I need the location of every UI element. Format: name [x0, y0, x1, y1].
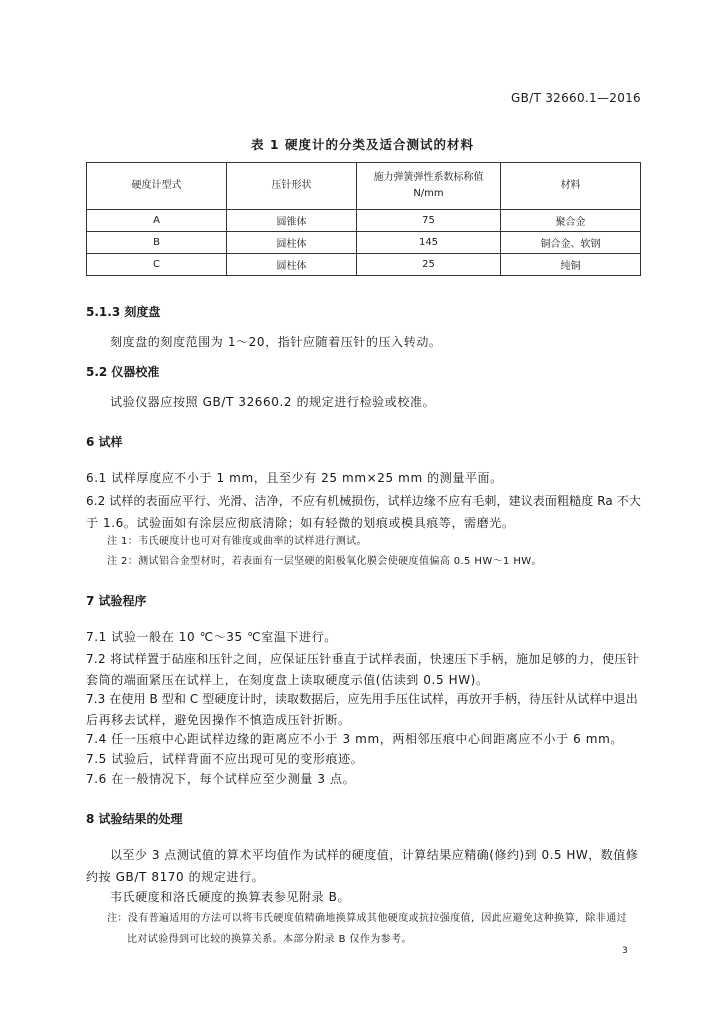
- table-header-cell: 压针形状: [227, 163, 357, 210]
- table-cell: 75: [357, 210, 501, 232]
- table-cell: A: [87, 210, 227, 232]
- paragraph: 于 1.6。试验面如有涂层应彻底清除；如有轻微的划痕或模具痕等，需磨光。: [86, 516, 515, 530]
- table-header-cell: [357, 163, 501, 210]
- note: 注 1：韦氏硬度计也可对有锥度或曲率的试样进行测试。: [107, 536, 367, 547]
- table-caption: 表 1 硬度计的分类及适合测试的材料: [251, 137, 474, 152]
- table-header-row: [87, 163, 641, 210]
- paragraph: 刻度盘的刻度范围为 1～20，指针应随着压针的压入转动。: [110, 335, 442, 349]
- paragraph: 7.3 在使用 B 型和 C 型硬度计时，读取数据后，应先用手压住试样，再放开手柄，待压针从试样中退出: [86, 692, 638, 706]
- table-row: [87, 232, 641, 254]
- paragraph: 套筒的端面紧压在试样上，在刻度盘上读取硬度示值(估读到 0.5 HW)。: [86, 673, 489, 687]
- table-cell: 25: [357, 254, 501, 276]
- section-heading-8: 8 试验结果的处理: [86, 812, 183, 826]
- table-cell: 圆柱体: [227, 254, 357, 276]
- paragraph: 7.5 试验后，试样背面不应出现可见的变形痕迹。: [86, 752, 364, 766]
- note: 注 2：测试铝合金型材时，若表面有一层坚硬的阳极氧化膜会使硬度值偏高 0.5 HW～1 HW。: [107, 556, 542, 567]
- paragraph: 后再移去试样，避免因操作不慎造成压针折断。: [86, 713, 351, 727]
- standard-number: GB/T 32660.1—2016: [511, 91, 641, 105]
- paragraph: 7.1 试验一般在 10 ℃～35 ℃室温下进行。: [86, 630, 337, 644]
- table-cell: 圆锥体: [227, 210, 357, 232]
- paragraph: 以至少 3 点测试值的算术平均值作为试样的硬度值，计算结果应精确(修约)到 0.5 HW，数值修: [110, 848, 639, 862]
- section-heading-7: 7 试验程序: [86, 594, 147, 608]
- table-cell: 聚合金: [501, 210, 641, 232]
- table-cell: 纯铜: [501, 254, 641, 276]
- paragraph: 约按 GB/T 8170 的规定进行。: [86, 870, 265, 884]
- table-row: [87, 210, 641, 232]
- paragraph: 7.2 将试样置于砧座和压针之间，应保证压针垂直于试样表面，快速压下手柄，施加足够的力，使压针: [86, 652, 640, 666]
- table-header-cell: 硬度计型式: [87, 163, 227, 210]
- table-cell: 圆柱体: [227, 232, 357, 254]
- paragraph: 7.6 在一般情况下，每个试样应至少测量 3 点。: [86, 772, 356, 786]
- page-number: 3: [622, 946, 628, 956]
- note: 比对试验得到可比较的换算关系。本部分附录 B 仅作为参考。: [127, 934, 412, 945]
- section-heading-5-1-3: 5.1.3 刻度盘: [86, 305, 161, 319]
- table-header-cell: 材料: [501, 163, 641, 210]
- table-header-unit: N/mm: [413, 188, 444, 199]
- table-cell: C: [87, 254, 227, 276]
- table-header-line: 施力弹簧弹性系数标称值: [373, 172, 484, 183]
- table-cell: B: [87, 232, 227, 254]
- table-cell: 铜合金、软钢: [501, 232, 641, 254]
- note: 注：没有普遍适用的方法可以将韦氏硬度值精确地换算成其他硬度或抗拉强度值，因此应避免这种换算，除非通过: [107, 913, 627, 924]
- paragraph: 试验仪器应按照 GB/T 32660.2 的规定进行检验或校准。: [110, 395, 436, 409]
- paragraph: 6.2 试样的表面应平行、光滑、洁净，不应有机械损伤，试样边缘不应有毛刺，建议表面粗糙度 Ra 不大: [86, 494, 641, 508]
- section-heading-6: 6 试样: [86, 435, 123, 449]
- table-row: [87, 254, 641, 276]
- paragraph: 6.1 试样厚度应不小于 1 mm，且至少有 25 mm×25 mm 的测量平面。: [86, 471, 503, 485]
- paragraph: 韦氏硬度和洛氏硬度的换算表参见附录 B。: [110, 890, 351, 904]
- table-cell: 145: [357, 232, 501, 254]
- hardness-tester-table: [86, 162, 641, 276]
- section-heading-5-2: 5.2 仪器校准: [86, 365, 160, 379]
- paragraph: 7.4 任一压痕中心距试样边缘的距离应不小于 3 mm，两相邻压痕中心间距离应不小于 6 mm。: [86, 732, 623, 746]
